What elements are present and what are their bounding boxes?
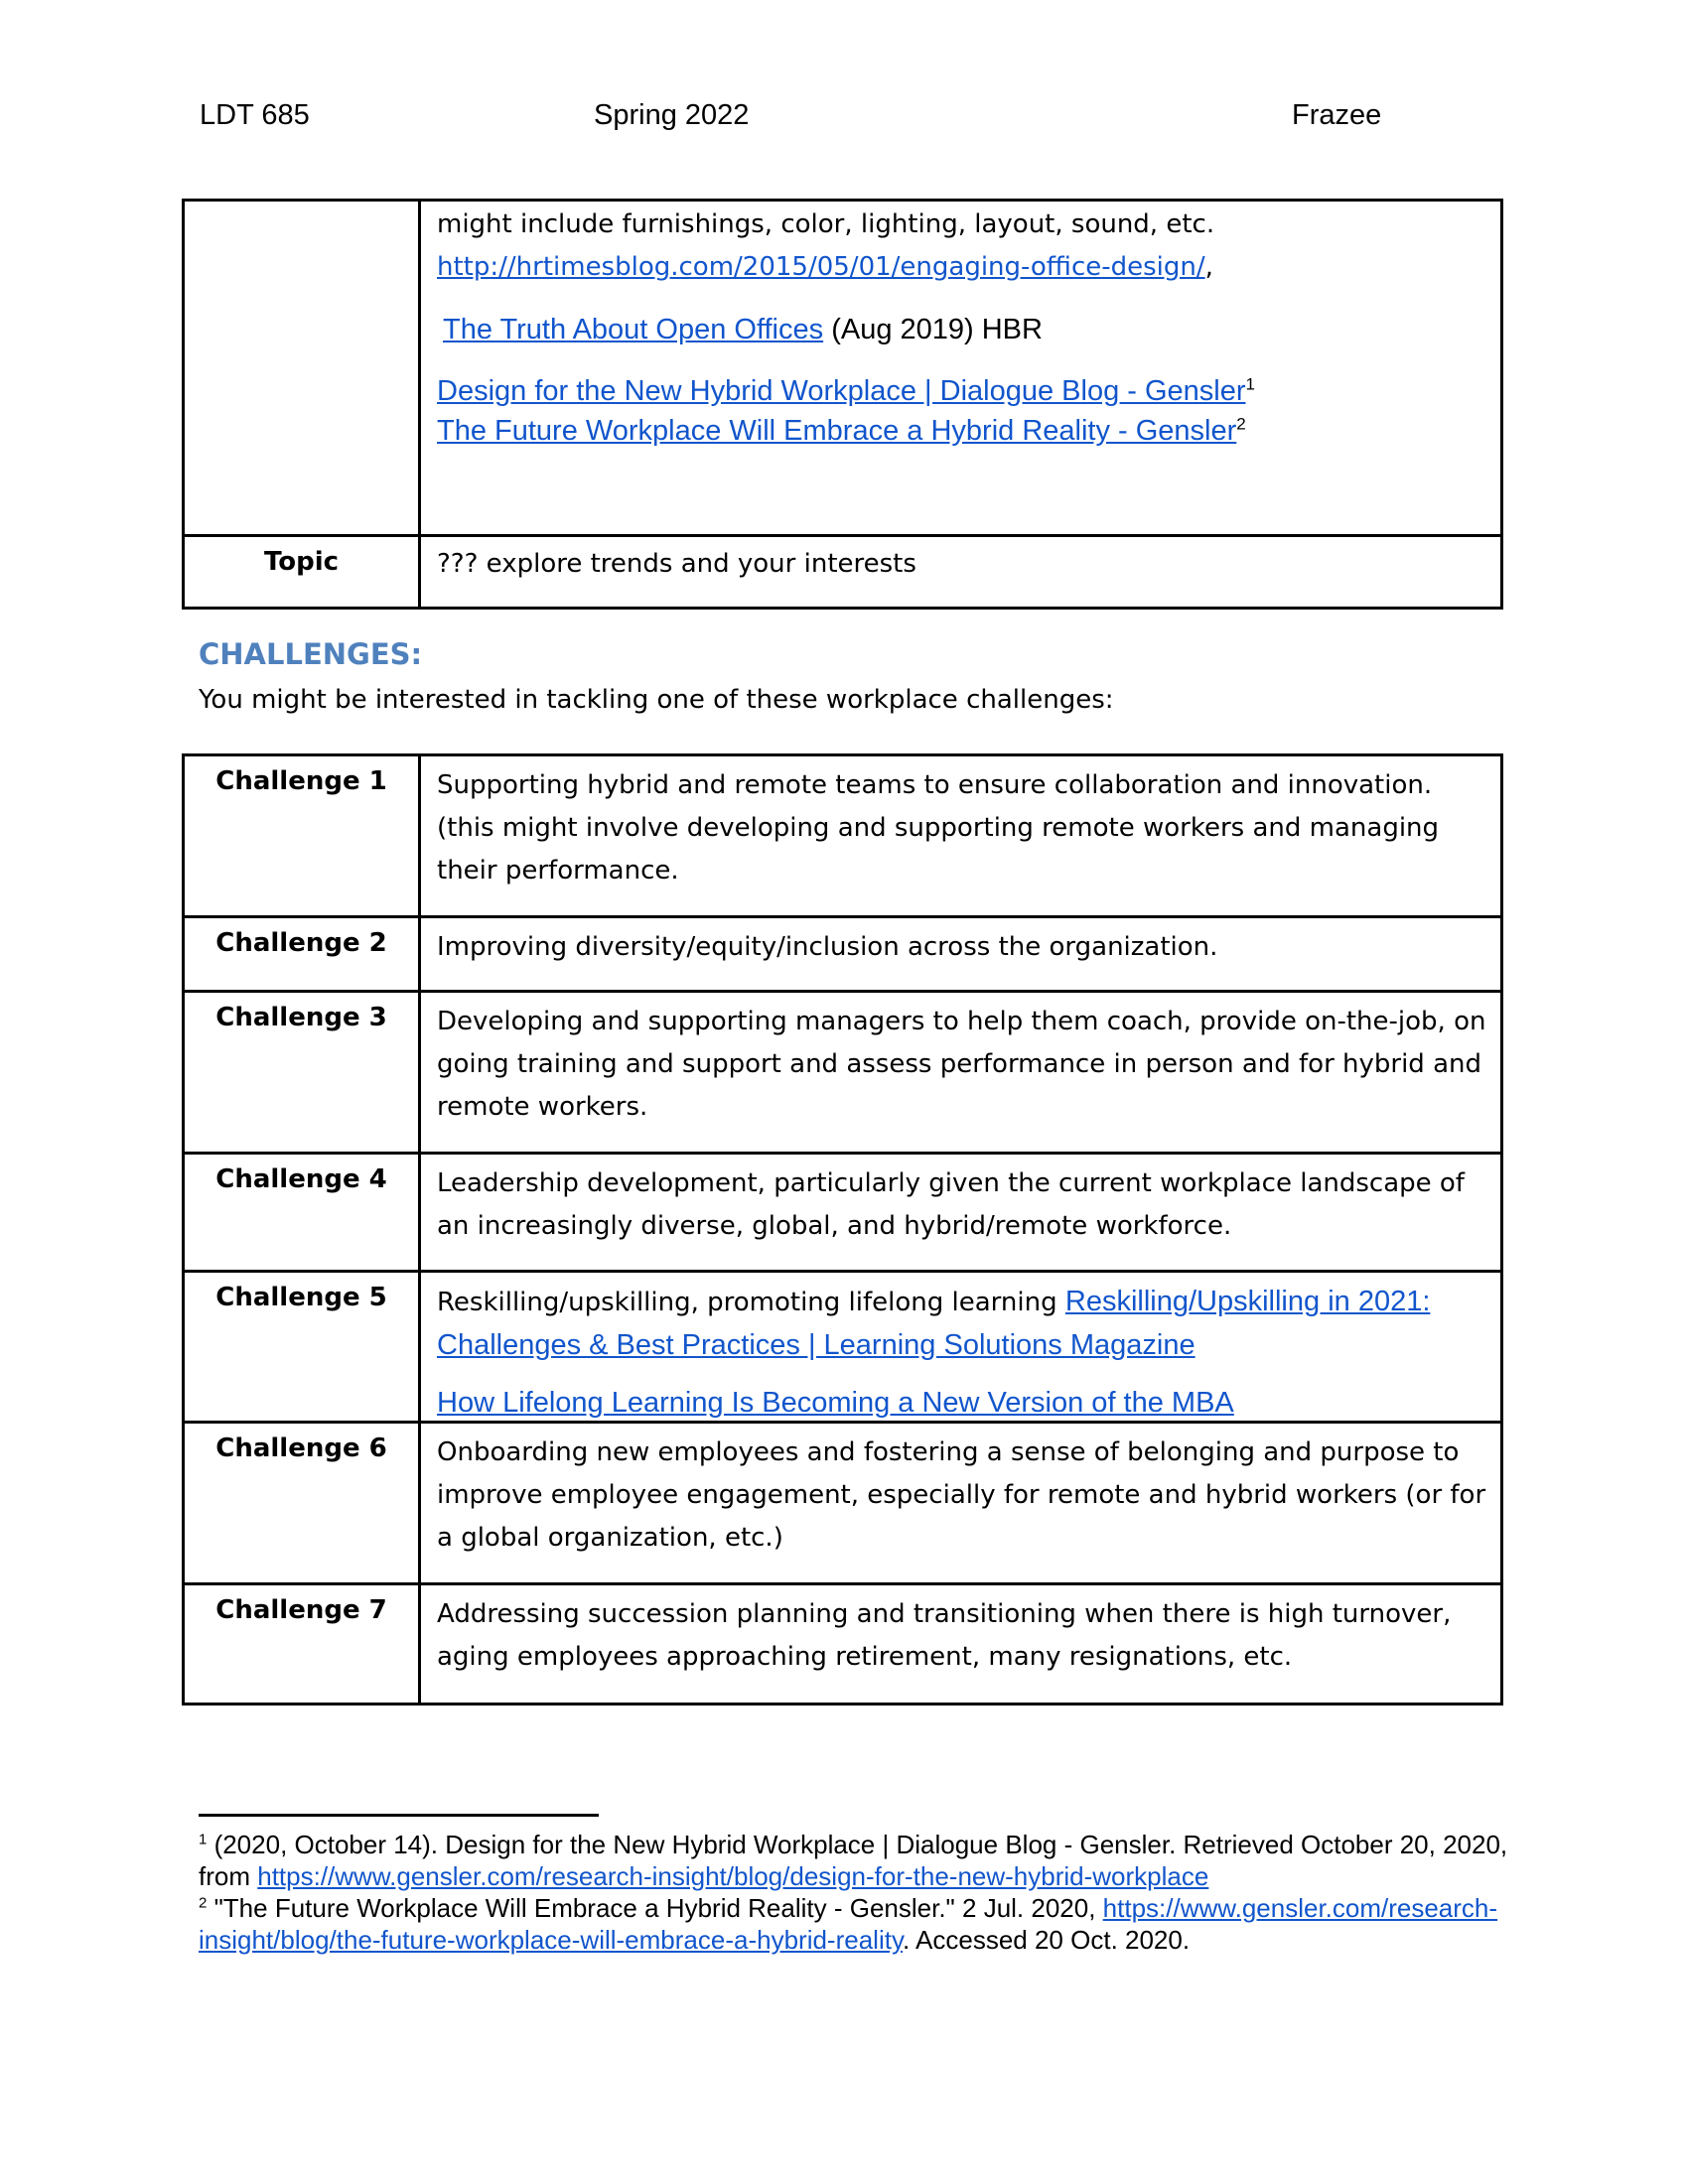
challenges-table (182, 753, 1503, 1706)
challenge-label: Challenge 1 (184, 755, 420, 917)
table-row (184, 755, 1502, 917)
continued-text: might include furnishings, color, lighting, layout, sound, etc. (437, 209, 1215, 239)
hbr-suffix: (Aug 2019) HBR (823, 314, 1043, 345)
footnote-ref-2[interactable]: 2 (1236, 414, 1246, 434)
resources-table (182, 199, 1503, 610)
reskilling-upskilling-link[interactable]: Reskilling/Upskilling in 2021: Challenges & Best Practices | Learning Solutions Magazine (437, 1286, 1431, 1361)
topic-label: Topic (184, 536, 420, 609)
table-row (184, 1154, 1502, 1272)
table-row (184, 1272, 1502, 1423)
header-course: LDT 685 (200, 99, 310, 131)
hbr-open-offices-link[interactable]: The Truth About Open Offices (443, 314, 824, 345)
table-row (184, 992, 1502, 1154)
challenge-text: Onboarding new employees and fostering a sense of belonging and purpose to improve employee engagement, especially for remote and hybrid workers (or for a global organization, etc.) (420, 1423, 1502, 1584)
challenge-label: Challenge 2 (184, 917, 420, 992)
hrtimes-link[interactable]: http://hrtimesblog.com/2015/05/01/engaging-office-design/ (437, 252, 1205, 282)
challenge-text: Improving diversity/equity/inclusion across the organization. (420, 917, 1502, 992)
footnote-text: "The Future Workplace Will Embrace a Hybrid Reality - Gensler." 2 Jul. 2020, (207, 1893, 1103, 1923)
challenge-text: Addressing succession planning and transitioning when there is high turnover, aging employees approaching retirement, many resignations, etc. (420, 1584, 1502, 1705)
footnote-number: 2 (199, 1894, 208, 1912)
footnote-text: (2020, October 14). Design for the New Hybrid Workplace | Dialogue Blog - Gensler. Retrieved October 20, 2020, from (199, 1830, 1508, 1891)
challenges-heading: CHALLENGES: (199, 637, 423, 671)
lifelong-learning-mba-link[interactable]: How Lifelong Learning Is Becoming a New Version of the MBA (437, 1387, 1234, 1419)
header-term: Spring 2022 (594, 99, 750, 131)
gensler-future-workplace-link[interactable]: The Future Workplace Will Embrace a Hybrid Reality - Gensler (437, 415, 1237, 447)
table-row (184, 917, 1502, 992)
challenge-cell (420, 1272, 1502, 1423)
header-instructor: Frazee (1292, 99, 1382, 131)
table-row (184, 1584, 1502, 1705)
table-row (184, 536, 1502, 609)
gensler-hybrid-workplace-link[interactable]: Design for the New Hybrid Workplace | Dialogue Blog - Gensler (437, 375, 1246, 407)
challenge-text: Leadership development, particularly given the current workplace landscape of an increasingly diverse, global, and hybrid/remote workforce. (420, 1154, 1502, 1272)
footnotes (199, 1829, 1509, 1956)
empty-label-cell (184, 201, 420, 536)
footnote-link[interactable]: https://www.gensler.com/research-insight/blog/the-future-workplace-will-embrace-a-hybrid-reality (199, 1893, 1498, 1955)
table-row (184, 201, 1502, 536)
challenge-text: Supporting hybrid and remote teams to ensure collaboration and innovation. (this might involve developing and supporting remote workers and managing their performance. (420, 755, 1502, 917)
footnote-ref-1[interactable]: 1 (1245, 374, 1255, 394)
challenge-label: Challenge 7 (184, 1584, 420, 1705)
footnote-after: . Accessed 20 Oct. 2020. (903, 1925, 1191, 1955)
topic-text: ??? explore trends and your interests (420, 536, 1502, 609)
challenge-label: Challenge 6 (184, 1423, 420, 1584)
challenge-text: Reskilling/upskilling, promoting lifelong learning (437, 1288, 1065, 1317)
footnote-1 (199, 1829, 1509, 1892)
challenge-label: Challenge 4 (184, 1154, 420, 1272)
table-row (184, 1423, 1502, 1584)
challenges-intro: You might be interested in tackling one of these workplace challenges: (199, 685, 1114, 715)
footnote-2 (199, 1892, 1509, 1956)
footnote-number: 1 (199, 1831, 208, 1848)
url-suffix: , (1204, 252, 1213, 282)
resources-cell (420, 201, 1502, 536)
challenge-label: Challenge 3 (184, 992, 420, 1154)
footnote-divider (199, 1814, 599, 1817)
challenge-label: Challenge 5 (184, 1272, 420, 1423)
challenge-text: Developing and supporting managers to help them coach, provide on-the-job, on going training and support and assess performance in person and for hybrid and remote workers. (420, 992, 1502, 1154)
footnote-link[interactable]: https://www.gensler.com/research-insight/blog/design-for-the-new-hybrid-workplace (257, 1861, 1209, 1891)
